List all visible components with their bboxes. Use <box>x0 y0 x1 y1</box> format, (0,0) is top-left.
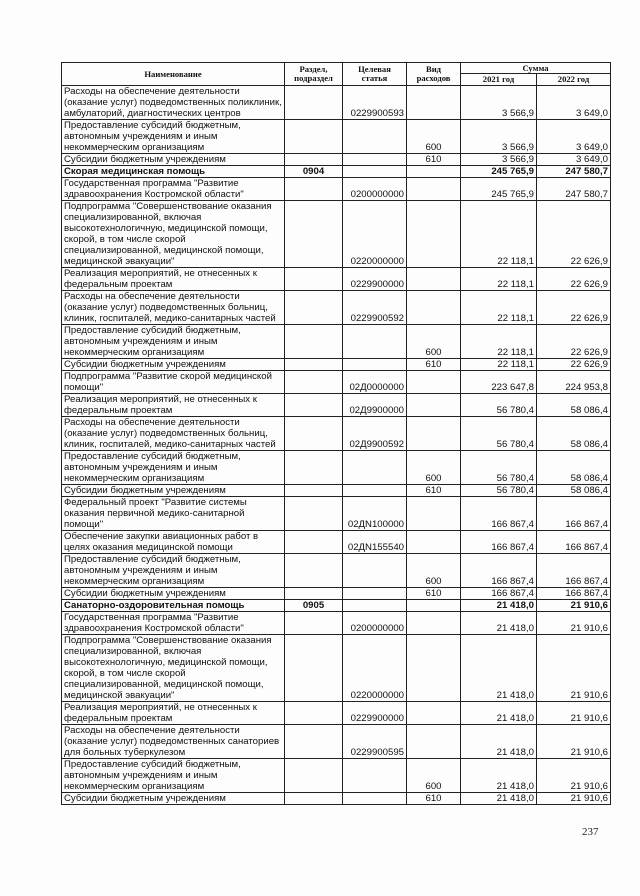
row-target <box>343 759 407 793</box>
row-sum-2021: 223 647,8 <box>461 371 537 394</box>
table-row <box>62 371 611 394</box>
row-name: Предоставление субсидий бюджетным, автономным учреждениям и иным некоммерческим организациям <box>62 120 285 154</box>
row-sum-2021: 245 765,9 <box>461 178 537 201</box>
row-name: Расходы на обеспечение деятельности (оказание услуг) подведомственных больниц, клиник, госпиталей, медико-санитарных частей <box>62 291 285 325</box>
row-kind <box>407 178 461 201</box>
row-sum-2021: 56 780,4 <box>461 485 537 497</box>
table-row <box>62 635 611 702</box>
row-kind <box>407 600 461 612</box>
row-sum-2021: 21 418,0 <box>461 759 537 793</box>
row-sum-2022: 166 867,4 <box>537 497 611 531</box>
row-sum-2021: 21 418,0 <box>461 600 537 612</box>
row-target: 02Д9900000 <box>343 394 407 417</box>
row-kind <box>407 725 461 759</box>
row-target: 0229900595 <box>343 725 407 759</box>
row-sum-2021: 21 418,0 <box>461 793 537 805</box>
row-sum-2022: 21 910,6 <box>537 793 611 805</box>
budget-table <box>61 62 611 805</box>
row-sum-2021: 56 780,4 <box>461 417 537 451</box>
row-target <box>343 793 407 805</box>
row-sum-2022: 22 626,9 <box>537 291 611 325</box>
row-name: Реализация мероприятий, не отнесенных к федеральным проектам <box>62 394 285 417</box>
row-kind <box>407 612 461 635</box>
row-sum-2022: 3 649,0 <box>537 86 611 120</box>
row-sum-2021: 22 118,1 <box>461 325 537 359</box>
row-name: Расходы на обеспечение деятельности (оказание услуг) подведомственных санаториев для больных туберкулезом <box>62 725 285 759</box>
row-kind: 600 <box>407 451 461 485</box>
row-sum-2022: 166 867,4 <box>537 531 611 554</box>
row-sum-2021: 166 867,4 <box>461 554 537 588</box>
row-name: Реализация мероприятий, не отнесенных к федеральным проектам <box>62 268 285 291</box>
row-section: 0905 <box>285 600 343 612</box>
row-name: Расходы на обеспечение деятельности (оказание услуг) подведомственных больниц, клиник, госпиталей, медико-санитарных частей <box>62 417 285 451</box>
table-row <box>62 166 611 178</box>
row-section <box>285 554 343 588</box>
row-name: Предоставление субсидий бюджетным, автономным учреждениям и иным некоммерческим организациям <box>62 325 285 359</box>
row-section <box>285 178 343 201</box>
row-section <box>285 86 343 120</box>
row-name: Субсидии бюджетным учреждениям <box>62 485 285 497</box>
row-sum-2022: 21 910,6 <box>537 635 611 702</box>
row-sum-2022: 21 910,6 <box>537 702 611 725</box>
table-row <box>62 394 611 417</box>
row-sum-2022: 22 626,9 <box>537 359 611 371</box>
row-sum-2021: 245 765,9 <box>461 166 537 178</box>
row-kind: 610 <box>407 359 461 371</box>
row-sum-2021: 21 418,0 <box>461 725 537 759</box>
row-kind: 600 <box>407 554 461 588</box>
row-sum-2021: 166 867,4 <box>461 531 537 554</box>
row-name: Субсидии бюджетным учреждениям <box>62 793 285 805</box>
row-kind <box>407 702 461 725</box>
table-row <box>62 531 611 554</box>
row-sum-2021: 22 118,1 <box>461 201 537 268</box>
row-name: Расходы на обеспечение деятельности (оказание услуг) подведомственных поликлиник, амбулаторий, диагностических центров <box>62 86 285 120</box>
row-target: 02Д9900592 <box>343 417 407 451</box>
row-sum-2022: 166 867,4 <box>537 554 611 588</box>
row-name: Подпрограмма "Совершенствование оказания специализированной, включая высокотехнологичную, медицинской помощи, скорой, в том числе скорой специализированной, медицинской помощи, медицинской эвакуации" <box>62 635 285 702</box>
row-sum-2021: 22 118,1 <box>461 359 537 371</box>
row-kind <box>407 497 461 531</box>
row-kind <box>407 371 461 394</box>
row-sum-2021: 166 867,4 <box>461 497 537 531</box>
row-section <box>285 154 343 166</box>
row-kind <box>407 394 461 417</box>
row-sum-2022: 224 953,8 <box>537 371 611 394</box>
row-sum-2021: 21 418,0 <box>461 635 537 702</box>
row-target <box>343 588 407 600</box>
table-row <box>62 417 611 451</box>
row-sum-2021: 22 118,1 <box>461 291 537 325</box>
row-target <box>343 451 407 485</box>
row-kind: 610 <box>407 588 461 600</box>
header-sum: Сумма <box>461 63 611 74</box>
row-section <box>285 201 343 268</box>
row-name: Предоставление субсидий бюджетным, автономным учреждениям и иным некоммерческим организациям <box>62 451 285 485</box>
row-sum-2022: 22 626,9 <box>537 268 611 291</box>
row-section: 0904 <box>285 166 343 178</box>
row-sum-2022: 247 580,7 <box>537 166 611 178</box>
row-name: Предоставление субсидий бюджетным, автономным учреждениям и иным некоммерческим организациям <box>62 759 285 793</box>
row-sum-2021: 21 418,0 <box>461 612 537 635</box>
row-section <box>285 702 343 725</box>
row-target: 0200000000 <box>343 178 407 201</box>
row-sum-2021: 3 566,9 <box>461 120 537 154</box>
row-target: 0229900592 <box>343 291 407 325</box>
row-sum-2021: 166 867,4 <box>461 588 537 600</box>
table-header <box>62 63 611 86</box>
row-name: Субсидии бюджетным учреждениям <box>62 588 285 600</box>
table-row <box>62 86 611 120</box>
row-target <box>343 154 407 166</box>
row-sum-2021: 3 566,9 <box>461 86 537 120</box>
row-sum-2022: 3 649,0 <box>537 154 611 166</box>
row-kind: 610 <box>407 154 461 166</box>
row-kind <box>407 635 461 702</box>
header-year-2022: 2022 год <box>537 74 611 86</box>
row-target: 0229900000 <box>343 268 407 291</box>
row-section <box>285 793 343 805</box>
table-row <box>62 497 611 531</box>
row-sum-2022: 21 910,6 <box>537 725 611 759</box>
row-target <box>343 359 407 371</box>
row-kind <box>407 166 461 178</box>
row-section <box>285 394 343 417</box>
row-section <box>285 268 343 291</box>
row-name: Предоставление субсидий бюджетным, автономным учреждениям и иным некоммерческим организациям <box>62 554 285 588</box>
row-target: 0229900593 <box>343 86 407 120</box>
row-sum-2021: 21 418,0 <box>461 702 537 725</box>
row-sum-2022: 21 910,6 <box>537 612 611 635</box>
table-row <box>62 588 611 600</box>
row-sum-2021: 3 566,9 <box>461 154 537 166</box>
row-kind: 610 <box>407 793 461 805</box>
page-number: 237 <box>582 826 599 838</box>
row-section <box>285 325 343 359</box>
row-section <box>285 612 343 635</box>
row-target <box>343 120 407 154</box>
row-section <box>285 725 343 759</box>
row-section <box>285 588 343 600</box>
row-section <box>285 451 343 485</box>
row-kind <box>407 201 461 268</box>
row-section <box>285 359 343 371</box>
row-target: 02Д0000000 <box>343 371 407 394</box>
header-target: Целевая статья <box>343 63 407 86</box>
row-target: 02ДN100000 <box>343 497 407 531</box>
row-section <box>285 485 343 497</box>
row-kind: 600 <box>407 325 461 359</box>
row-target: 0200000000 <box>343 612 407 635</box>
row-name: Государственная программа "Развитие здравоохранения Костромской области" <box>62 612 285 635</box>
row-section <box>285 371 343 394</box>
row-name: Подпрограмма "Развитие скорой медицинской помощи" <box>62 371 285 394</box>
row-sum-2022: 247 580,7 <box>537 178 611 201</box>
row-kind <box>407 291 461 325</box>
table-row <box>62 451 611 485</box>
header-year-2021: 2021 год <box>461 74 537 86</box>
row-name: Федеральный проект "Развитие системы оказания первичной медико-санитарной помощи" <box>62 497 285 531</box>
header-name: Наименование <box>62 63 285 86</box>
row-target <box>343 485 407 497</box>
table-row <box>62 554 611 588</box>
row-kind <box>407 417 461 451</box>
row-kind: 610 <box>407 485 461 497</box>
row-name: Субсидии бюджетным учреждениям <box>62 154 285 166</box>
row-kind: 600 <box>407 759 461 793</box>
table-row <box>62 600 611 612</box>
table-row <box>62 291 611 325</box>
row-name: Санаторно-оздоровительная помощь <box>62 600 285 612</box>
row-name: Скорая медицинская помощь <box>62 166 285 178</box>
table-row <box>62 325 611 359</box>
row-name: Государственная программа "Развитие здравоохранения Костромской области" <box>62 178 285 201</box>
row-sum-2022: 21 910,6 <box>537 759 611 793</box>
row-sum-2022: 22 626,9 <box>537 325 611 359</box>
table-row <box>62 359 611 371</box>
row-section <box>285 759 343 793</box>
row-name: Реализация мероприятий, не отнесенных к федеральным проектам <box>62 702 285 725</box>
table-row <box>62 759 611 793</box>
table-row <box>62 793 611 805</box>
row-name: Субсидии бюджетным учреждениям <box>62 359 285 371</box>
row-sum-2022: 58 086,4 <box>537 417 611 451</box>
table-row <box>62 201 611 268</box>
table-body <box>62 86 611 805</box>
table-row <box>62 154 611 166</box>
row-target <box>343 166 407 178</box>
row-target: 02ДN155540 <box>343 531 407 554</box>
row-sum-2021: 56 780,4 <box>461 451 537 485</box>
row-section <box>285 120 343 154</box>
row-section <box>285 531 343 554</box>
table-row <box>62 612 611 635</box>
row-sum-2022: 22 626,9 <box>537 201 611 268</box>
row-target: 0220000000 <box>343 635 407 702</box>
row-kind <box>407 531 461 554</box>
table-row <box>62 120 611 154</box>
row-target <box>343 325 407 359</box>
row-sum-2022: 58 086,4 <box>537 485 611 497</box>
table-row <box>62 268 611 291</box>
table-row <box>62 485 611 497</box>
row-sum-2022: 3 649,0 <box>537 120 611 154</box>
row-kind <box>407 268 461 291</box>
row-target <box>343 554 407 588</box>
row-section <box>285 497 343 531</box>
table-row <box>62 702 611 725</box>
row-target: 0229900000 <box>343 702 407 725</box>
row-kind <box>407 86 461 120</box>
row-target <box>343 600 407 612</box>
row-sum-2021: 22 118,1 <box>461 268 537 291</box>
table-row <box>62 725 611 759</box>
row-sum-2022: 58 086,4 <box>537 451 611 485</box>
header-kind: Вид расходов <box>407 63 461 86</box>
row-section <box>285 417 343 451</box>
table-row <box>62 178 611 201</box>
row-name: Обеспечение закупки авиационных работ в целях оказания медицинской помощи <box>62 531 285 554</box>
row-target: 0220000000 <box>343 201 407 268</box>
row-sum-2022: 58 086,4 <box>537 394 611 417</box>
row-sum-2022: 166 867,4 <box>537 588 611 600</box>
row-sum-2022: 21 910,6 <box>537 600 611 612</box>
row-section <box>285 635 343 702</box>
row-sum-2021: 56 780,4 <box>461 394 537 417</box>
row-kind: 600 <box>407 120 461 154</box>
row-section <box>285 291 343 325</box>
header-section: Раздел, подраздел <box>285 63 343 86</box>
row-name: Подпрограмма "Совершенствование оказания специализированной, включая высокотехнологичную, медицинской помощи, скорой, в том числе скорой специализированной, медицинской помощи, медицинской эвакуации" <box>62 201 285 268</box>
